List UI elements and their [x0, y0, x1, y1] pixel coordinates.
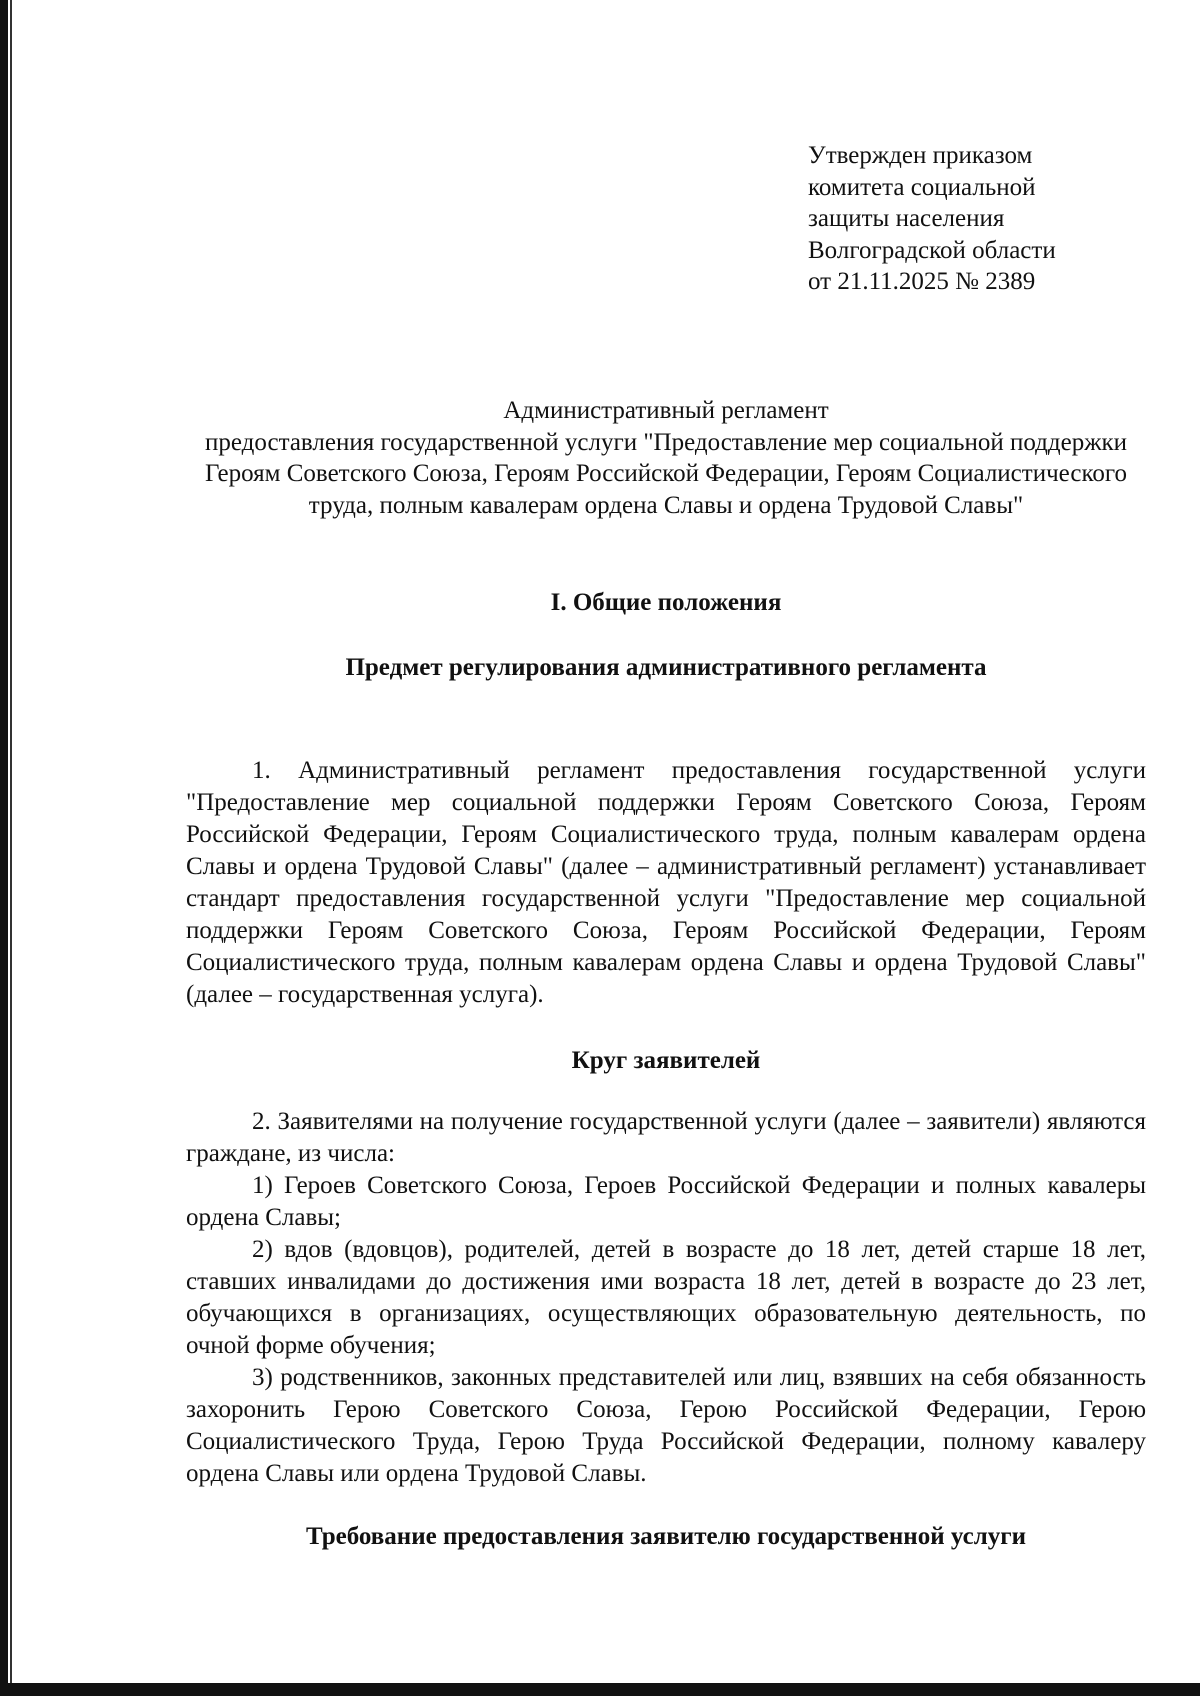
approval-line-3: защиты населения	[808, 205, 1005, 232]
scan-border-left-inner	[10, 0, 12, 1696]
title-line-2: предоставления государственной услуги "Предоставление мер социальной поддержки Героям Советского Союза, Героям Российской Федерации, Героям Социалистического труда, полным кавалерам ордена Славы и ордена Трудовой Славы"	[205, 428, 1127, 519]
title-line-1: Административный регламент	[503, 397, 829, 424]
scan-border-left	[0, 0, 8, 1696]
document-title	[186, 395, 1146, 521]
heading-requirement: Требование предоставления заявителю государственной услуги	[306, 1523, 1026, 1550]
applicant-item-3: 3) родственников, законных представителей или лиц, взявших на себя обязанность захоронить Герою Советского Союза, Герою Российской Федерации, Герою Социалистического Труда, Герою Труда Российской Федерации, полному кавалеру ордена Славы или ордена Трудовой Славы.	[186, 1364, 1146, 1487]
scan-border-bottom	[0, 1683, 1200, 1696]
approval-line-5: от 21.11.2025 № 2389	[808, 268, 1036, 295]
paragraph-2: 2. Заявителями на получение государственной услуги (далее – заявители) являются граждане, из числа:	[186, 1108, 1146, 1167]
applicant-item-2: 2) вдов (вдовцов), родителей, детей в возрасте до 18 лет, детей старше 18 лет, ставших инвалидами до достижения ими возраста 18 лет, детей в возрасте до 23 лет, обучающихся в организациях, осуществляющих образовательную деятельность, по очной форме обучения;	[186, 1236, 1146, 1359]
paragraph-1: 1. Административный регламент предоставления государственной услуги "Предоставление мер социальной поддержки Героям Советского Союза, Героям Российской Федерации, Героям Социалистического труда, полным кавалерам ордена Славы и ордена Трудовой Славы" (далее – административный регламент) устанавливает стандарт предоставления государственной услуги "Предоставление мер социальной поддержки Героям Советского Союза, Героям Российской Федерации, Героям Социалистического труда, полным кавалерам ордена Славы и ордена Трудовой Славы" (далее – государственная услуга).	[186, 757, 1146, 1008]
section-heading-general: I. Общие положения	[550, 589, 782, 616]
approval-line-4: Волгоградской области	[808, 236, 1056, 264]
approval-line-1: Утвержден приказом	[808, 142, 1033, 169]
approval-line-2: комитета социальной	[808, 173, 1036, 201]
approval-stamp-block	[808, 140, 1128, 298]
subheading-regulation-subject: Предмет регулирования административного регламента	[345, 654, 987, 681]
heading-applicants: Круг заявителей	[571, 1047, 761, 1074]
applicant-item-1: 1) Героев Советского Союза, Героев Российской Федерации и полных кавалеры ордена Славы;	[186, 1172, 1146, 1231]
